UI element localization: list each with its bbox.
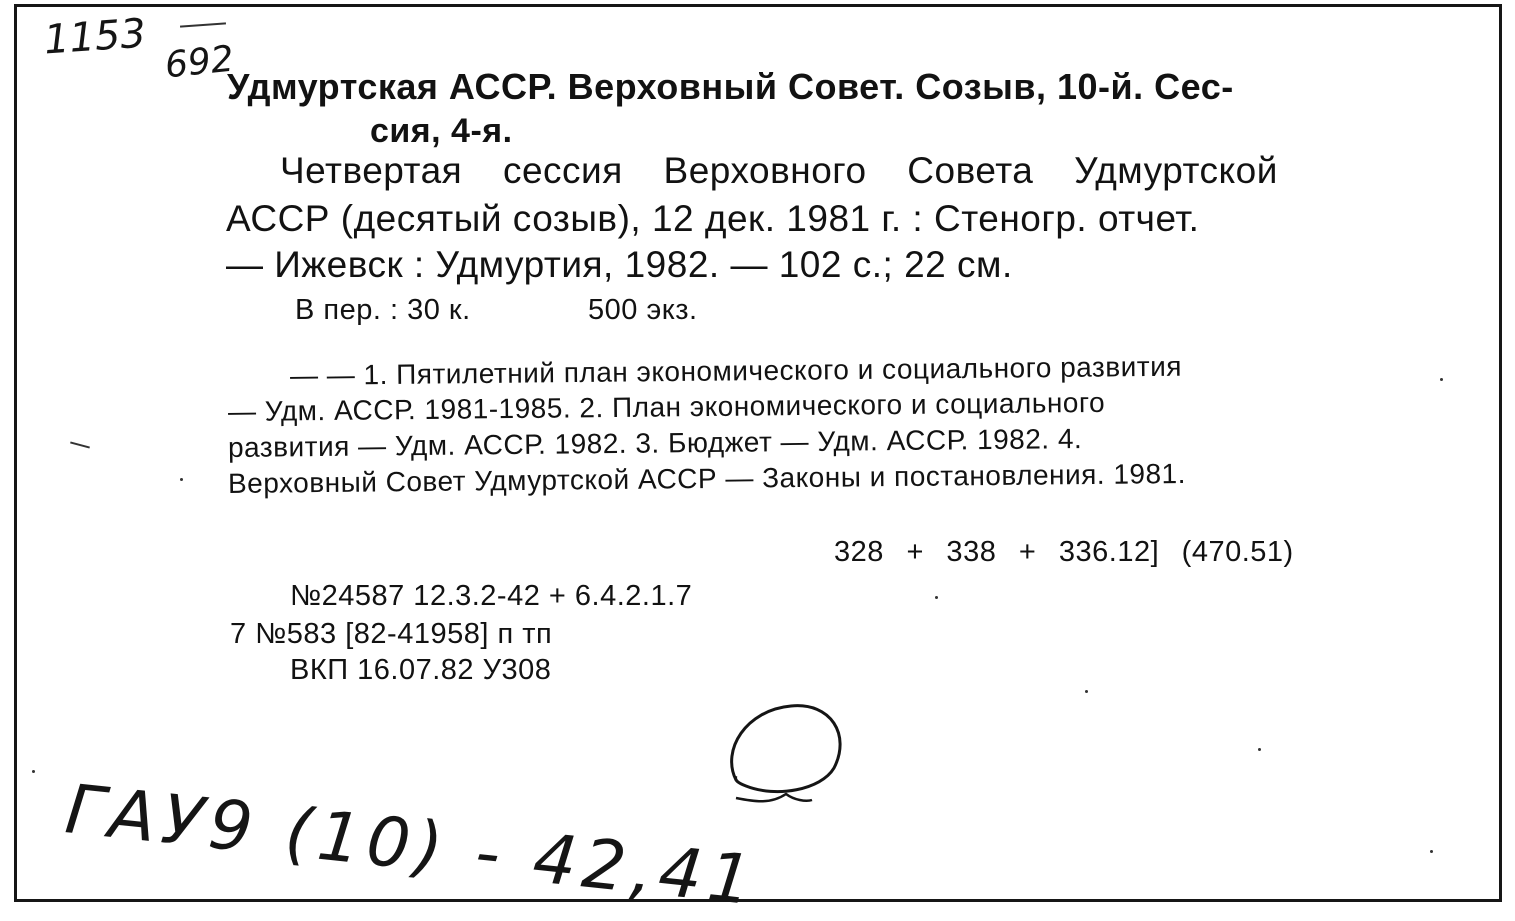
- heading-line-2: сия, 4-я.: [370, 112, 513, 150]
- copies: 500 экз.: [588, 294, 698, 326]
- scan-speck: [1258, 748, 1261, 751]
- registry-line-1: №24587 12.3.2-42 + 6.4.2.1.7: [290, 580, 693, 612]
- scan-speck: [1430, 850, 1433, 853]
- scan-speck: [1085, 690, 1088, 693]
- registry-line-3: ВКП 16.07.82 У308: [290, 654, 552, 686]
- scan-speck: [1440, 378, 1443, 381]
- title-line-1: Четвертая сессия Верховного Совета Удмуртской: [280, 150, 1278, 191]
- scan-speck: [935, 596, 938, 599]
- title-line-2: АССР (десятый созыв), 12 дек. 1981 г. : Стеногр. отчет.: [226, 198, 1200, 239]
- title-line-3: — Ижевск : Удмуртия, 1982. — 102 с.; 22 см.: [226, 244, 1013, 285]
- subjects-line-3: развития — Удм. АССР. 1982. 3. Бюджет — Удм. АССР. 1982. 4.: [227, 423, 1083, 463]
- subjects-line-2: — Удм. АССР. 1981-1985. 2. План экономического и социального: [227, 386, 1106, 427]
- scan-speck: [32, 770, 35, 773]
- subjects-line-1: — — 1. Пятилетний план экономического и социального развития: [289, 350, 1183, 391]
- circle-stamp-mark: [716, 690, 856, 820]
- subjects-line-4: Верховный Совет Удмуртской АССР — Законы и постановления. 1981.: [227, 457, 1187, 499]
- shelf-mark-number: 1153: [42, 10, 148, 64]
- classification: 328 + 338 + 336.12] (470.51): [834, 536, 1294, 568]
- scan-speck: [180, 478, 183, 481]
- registry-line-2: 7 №583 [82-41958] п тп: [230, 618, 553, 650]
- heading-line-1: Удмуртская АССР. Верховный Совет. Созыв, 10-й. Сес-: [227, 66, 1234, 107]
- handwritten-archive-code: ГАУ9 (10) - 42,41: [61, 770, 762, 921]
- shelf-mark-sub: 692: [163, 38, 236, 87]
- price: В пер. : 30 к.: [295, 294, 471, 326]
